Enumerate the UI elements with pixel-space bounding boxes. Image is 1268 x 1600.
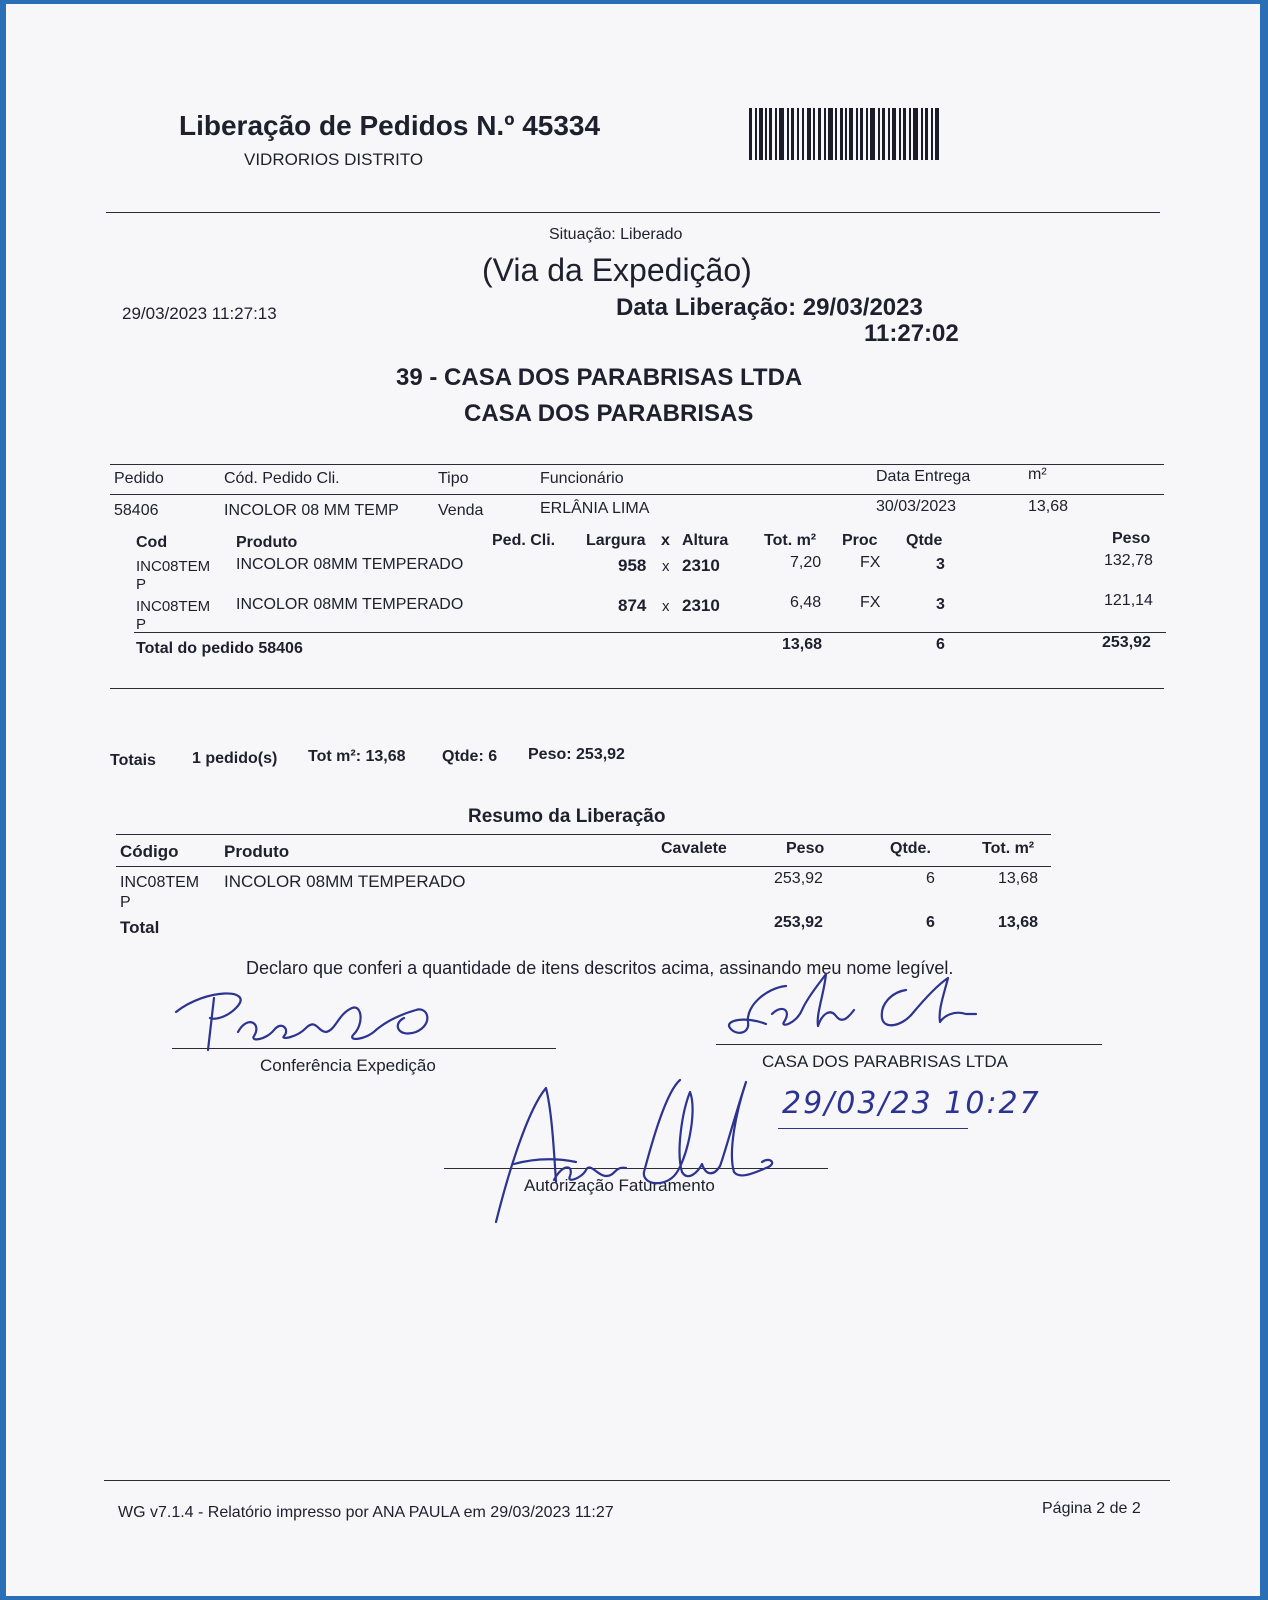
item-1-qtde: 3 xyxy=(936,556,945,573)
col-tot-m2: Tot. m² xyxy=(764,532,817,549)
item-2-peso: 121,14 xyxy=(1104,592,1153,609)
item-1-peso: 132,78 xyxy=(1104,552,1153,569)
signature-label-cliente: CASA DOS PARABRISAS LTDA xyxy=(762,1052,1008,1071)
barcode xyxy=(749,108,939,160)
item-1-code-cont: P xyxy=(136,576,147,593)
order-total-label: Total do pedido 58406 xyxy=(136,640,303,657)
order-m2: 13,68 xyxy=(1028,498,1069,515)
footer-rule xyxy=(104,1480,1170,1481)
signature-conferencia-drawing xyxy=(166,984,466,1054)
client-name: 39 - CASA DOS PARABRISAS LTDA xyxy=(396,364,803,391)
col-x: x xyxy=(661,532,670,549)
copy-label: (Via da Expedição) xyxy=(482,252,752,288)
company-name: VIDRORIOS DISTRITO xyxy=(244,150,424,169)
item-1-largura: 958 xyxy=(618,556,647,575)
item-1-altura: 2310 xyxy=(682,556,720,575)
order-table-bottom-rule xyxy=(110,688,1164,689)
summary-row-product: INCOLOR 08MM TEMPERADO xyxy=(224,872,466,891)
col-pedido: Pedido xyxy=(114,470,164,487)
col-qtde: Qtde xyxy=(906,532,943,549)
item-1-proc: FX xyxy=(860,554,881,571)
summary-col-tot-m2: Tot. m² xyxy=(982,840,1035,857)
printed-timestamp: 29/03/2023 11:27:13 xyxy=(122,304,277,323)
summary-row-code-cont: P xyxy=(120,894,131,911)
handwritten-date: 29/03/23 10:27 xyxy=(782,1086,1041,1121)
item-2-x: x xyxy=(662,598,670,615)
col-cod: Cod xyxy=(136,534,168,551)
item-2-proc: FX xyxy=(860,594,881,611)
summary-row-code: INC08TEM xyxy=(120,874,200,891)
summary-title: Resumo da Liberação xyxy=(468,806,666,827)
item-2-code: INC08TEM xyxy=(136,598,211,615)
summary-col-qtde: Qtde. xyxy=(890,840,931,857)
document-title: Liberação de Pedidos N.º 45334 xyxy=(179,110,601,141)
client-trade-name: CASA DOS PARABRISAS xyxy=(464,400,754,427)
release-date: Data Liberação: 29/03/2023 xyxy=(616,294,923,321)
summary-total-label: Total xyxy=(120,918,160,937)
header-divider xyxy=(106,212,1160,213)
footer-printed-by: WG v7.1.4 - Relatório impresso por ANA PAULA em 29/03/2023 11:27 xyxy=(118,1504,614,1521)
col-produto: Produto xyxy=(236,534,298,551)
item-1-product: INCOLOR 08MM TEMPERADO xyxy=(236,556,464,573)
signature-label-conferencia: Conferência Expedição xyxy=(260,1056,436,1075)
col-peso: Peso xyxy=(1112,530,1151,547)
status-label: Situação: Liberado xyxy=(549,226,683,243)
order-total-m2: 13,68 xyxy=(782,636,823,653)
signature-cliente-drawing xyxy=(726,970,1006,1050)
summary-col-peso: Peso xyxy=(786,840,825,857)
item-2-tot-m2: 6,48 xyxy=(790,594,822,611)
declaration-text: Declaro que conferi a quantidade de itens descritos acima, assinando meu nome legível. xyxy=(246,958,954,978)
order-delivery-date: 30/03/2023 xyxy=(876,498,957,515)
order-header-rule xyxy=(110,494,1164,495)
col-altura: Altura xyxy=(682,532,729,549)
col-data-entrega: Data Entrega xyxy=(876,468,971,485)
order-total-qtde: 6 xyxy=(936,636,945,653)
col-proc: Proc xyxy=(842,532,878,549)
totals-label: Totais xyxy=(110,752,156,769)
signature-label-autorizacao: Autorização Faturamento xyxy=(524,1176,715,1195)
item-1-tot-m2: 7,20 xyxy=(790,554,822,571)
totals-m2: Tot m²: 13,68 xyxy=(308,748,406,765)
item-1-code: INC08TEM xyxy=(136,558,211,575)
summary-row-qtde: 6 xyxy=(926,870,935,887)
summary-total-peso: 253,92 xyxy=(774,914,823,931)
order-employee: ERLÂNIA LIMA xyxy=(540,500,650,517)
item-2-qtde: 3 xyxy=(936,596,945,613)
document-page xyxy=(6,4,1260,1596)
order-client-code: INCOLOR 08 MM TEMP xyxy=(224,502,399,519)
col-funcionario: Funcionário xyxy=(540,470,624,487)
totals-peso: Peso: 253,92 xyxy=(528,746,625,763)
item-1-x: x xyxy=(662,558,670,575)
summary-total-tot-m2: 13,68 xyxy=(998,914,1039,931)
item-2-code-cont: P xyxy=(136,616,147,633)
item-2-largura: 874 xyxy=(618,596,647,615)
order-number: 58406 xyxy=(114,502,159,519)
summary-col-codigo: Código xyxy=(120,842,179,861)
totals-qtde: Qtde: 6 xyxy=(442,748,498,765)
footer-page-number: Página 2 de 2 xyxy=(1042,1500,1141,1517)
col-m2: m² xyxy=(1028,466,1047,483)
item-2-product: INCOLOR 08MM TEMPERADO xyxy=(236,596,464,613)
totals-orders: 1 pedido(s) xyxy=(192,750,278,767)
order-total-peso: 253,92 xyxy=(1102,634,1151,651)
signature-autorizacao-drawing xyxy=(466,1072,786,1232)
summary-col-produto: Produto xyxy=(224,842,290,861)
col-ped-cli: Ped. Cli. xyxy=(492,532,556,549)
summary-row-tot-m2: 13,68 xyxy=(998,870,1039,887)
order-type: Venda xyxy=(438,502,484,519)
col-tipo: Tipo xyxy=(438,470,469,487)
item-2-altura: 2310 xyxy=(682,596,720,615)
col-largura: Largura xyxy=(586,532,646,549)
summary-header-rule xyxy=(116,866,1051,867)
handwritten-date-underline xyxy=(778,1128,968,1129)
items-total-rule xyxy=(134,632,1166,633)
summary-row-peso: 253,92 xyxy=(774,870,823,887)
summary-top-rule xyxy=(116,834,1051,835)
summary-total-qtde: 6 xyxy=(926,914,935,931)
release-time: 11:27:02 xyxy=(864,320,959,347)
order-table-top-rule xyxy=(110,464,1164,465)
col-cod-pedido-cli: Cód. Pedido Cli. xyxy=(224,470,340,487)
summary-col-cavalete: Cavalete xyxy=(661,840,727,857)
